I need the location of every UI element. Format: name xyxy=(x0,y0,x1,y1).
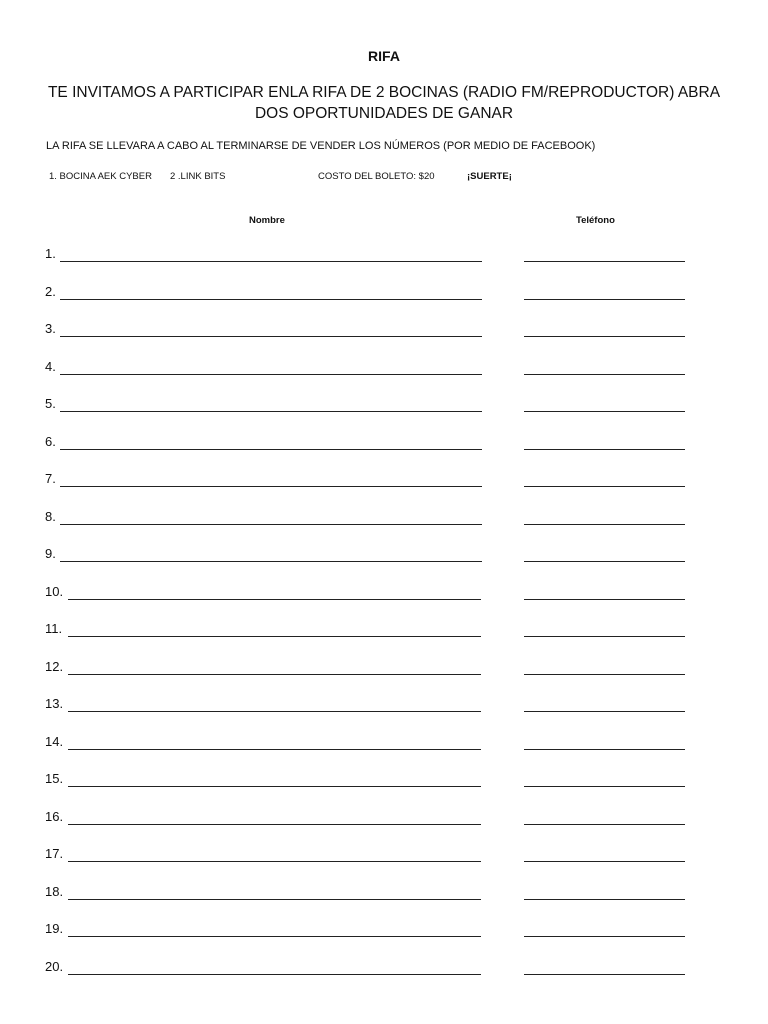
name-write-line xyxy=(60,411,482,412)
name-write-line xyxy=(68,974,481,975)
phone-write-line xyxy=(524,899,685,900)
entry-number: 16. xyxy=(45,808,64,824)
entry-row xyxy=(0,359,768,379)
phone-write-line xyxy=(524,936,685,937)
entry-row xyxy=(0,621,768,641)
phone-write-line xyxy=(524,374,685,375)
phone-write-line xyxy=(524,561,685,562)
phone-write-line xyxy=(524,411,685,412)
name-write-line xyxy=(60,486,482,487)
name-write-line xyxy=(68,786,481,787)
entry-row xyxy=(0,959,768,979)
name-write-line xyxy=(68,636,481,637)
name-write-line xyxy=(68,824,481,825)
entry-number: 9. xyxy=(45,546,56,561)
entry-row xyxy=(0,584,768,604)
entry-row xyxy=(0,659,768,679)
prize-item-1: 1. BOCINA AEK CYBER xyxy=(49,171,152,182)
entry-row xyxy=(0,809,768,829)
name-write-line xyxy=(60,299,482,300)
page-title: RIFA xyxy=(368,48,400,64)
phone-write-line xyxy=(524,974,685,975)
phone-write-line xyxy=(524,824,685,825)
phone-write-line xyxy=(524,636,685,637)
entry-row xyxy=(0,846,768,866)
phone-write-line xyxy=(524,524,685,525)
name-column-header: Nombre xyxy=(249,215,285,226)
name-write-line xyxy=(68,599,481,600)
phone-write-line xyxy=(524,786,685,787)
entry-row xyxy=(0,321,768,341)
ticket-cost: COSTO DEL BOLETO: $20 xyxy=(318,171,435,182)
entry-number: 18. xyxy=(45,883,64,899)
entry-row xyxy=(0,396,768,416)
phone-write-line xyxy=(524,861,685,862)
phone-write-line xyxy=(524,711,685,712)
name-write-line xyxy=(68,861,481,862)
entry-number: 3. xyxy=(45,321,56,336)
name-write-line xyxy=(68,749,481,750)
invitation-text: TE INVITAMOS A PARTICIPAR ENLA RIFA DE 2 BOCINAS (RADIO FM/REPRODUCTOR) ABRA DOS OPORTUNIDADES DE GANAR xyxy=(47,84,721,122)
phone-write-line xyxy=(524,749,685,750)
entry-number: 10. xyxy=(45,583,64,599)
entry-number: 1. xyxy=(45,246,56,261)
entry-row xyxy=(0,246,768,266)
prize-item-2: 2 .LINK BITS xyxy=(170,171,226,182)
phone-write-line xyxy=(524,336,685,337)
name-write-line xyxy=(60,261,482,262)
entry-row xyxy=(0,734,768,754)
phone-write-line xyxy=(524,486,685,487)
entry-row xyxy=(0,509,768,529)
entry-row xyxy=(0,921,768,941)
phone-write-line xyxy=(524,599,685,600)
entry-row xyxy=(0,884,768,904)
phone-column-header: Teléfono xyxy=(576,215,615,226)
entry-row xyxy=(0,546,768,566)
phone-write-line xyxy=(524,261,685,262)
raffle-info-text: LA RIFA SE LLEVARA A CABO AL TERMINARSE DE VENDER LOS NÚMEROS (POR MEDIO DE FACEBOOK) xyxy=(46,140,596,152)
entry-number: 12. xyxy=(45,658,64,674)
name-write-line xyxy=(68,899,481,900)
name-write-line xyxy=(60,336,482,337)
name-write-line xyxy=(60,524,482,525)
entry-number: 2. xyxy=(45,283,56,299)
entry-number: 5. xyxy=(45,396,56,411)
phone-write-line xyxy=(524,299,685,300)
entry-number: 20. xyxy=(45,958,64,974)
phone-write-line xyxy=(524,674,685,675)
entry-number: 6. xyxy=(45,433,56,449)
name-write-line xyxy=(60,374,482,375)
entry-number: 17. xyxy=(45,846,64,861)
name-write-line xyxy=(60,449,482,450)
entry-row xyxy=(0,471,768,491)
name-write-line xyxy=(68,936,481,937)
entry-row xyxy=(0,434,768,454)
name-write-line xyxy=(60,561,482,562)
entry-number: 7. xyxy=(45,471,56,486)
entry-number: 14. xyxy=(45,733,64,749)
entry-number: 19. xyxy=(45,921,64,936)
entry-row xyxy=(0,696,768,716)
entry-row xyxy=(0,284,768,304)
phone-write-line xyxy=(524,449,685,450)
name-write-line xyxy=(68,711,481,712)
name-write-line xyxy=(68,674,481,675)
entry-row xyxy=(0,771,768,791)
entry-number: 8. xyxy=(45,508,56,524)
good-luck-text: ¡SUERTE¡ xyxy=(467,171,512,182)
entry-number: 15. xyxy=(45,771,64,786)
entry-number: 4. xyxy=(45,358,56,374)
entry-number: 13. xyxy=(45,696,64,711)
entry-number: 11. xyxy=(45,621,63,636)
